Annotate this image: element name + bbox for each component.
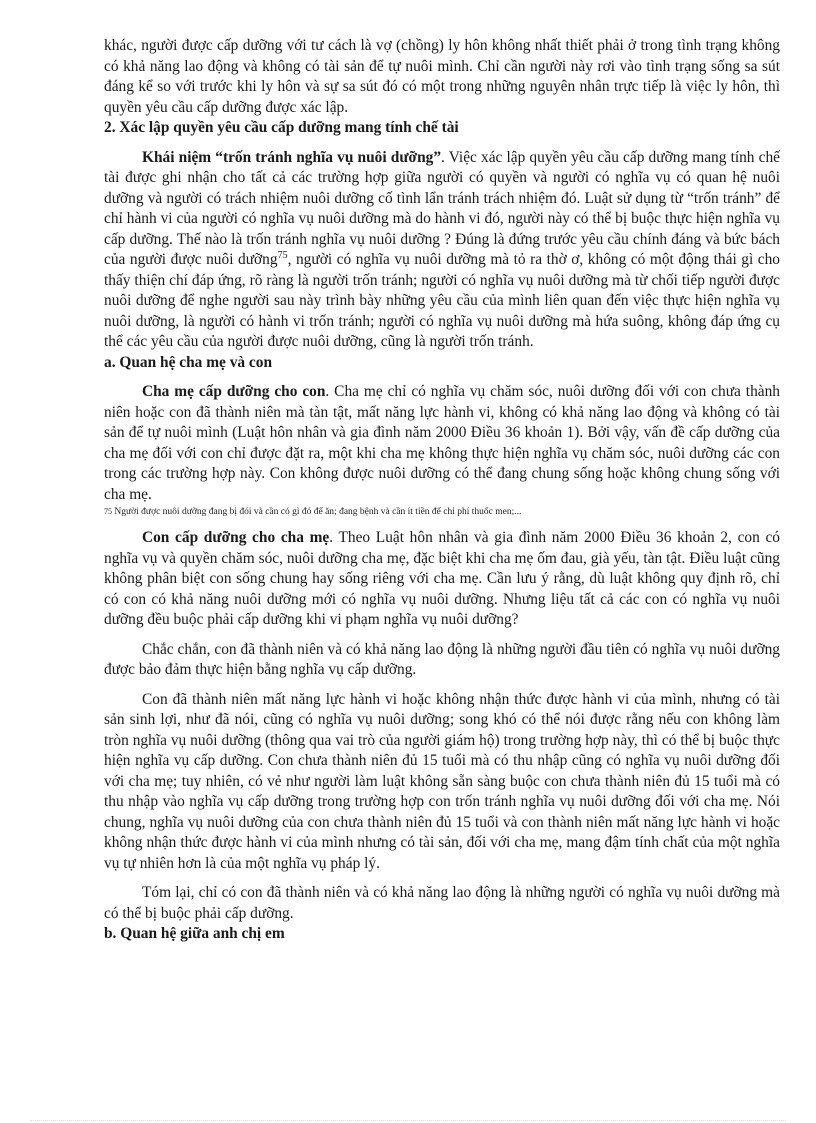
concept-lead: Khái niệm “trốn tránh nghĩa vụ nuôi dưỡng”	[142, 148, 442, 166]
children-text: . Theo Luật hôn nhân và gia đình năm 2000 Điều 36 khoản 2, con có nghĩa vụ và quyền chăm sóc, nuôi dưỡng cha mẹ, đặc biệt khi cha mẹ ốm đau, già yếu, tàn tật. Điều luật cũng không phân biệt con sống chung hay sống riêng với cha mẹ. Cần lưu ý rằng, dù luật không quy định rõ, chỉ có con có khả năng nuôi dưỡng mới có nghĩa vụ nuôi dưỡng. Nhưng liệu tất cả các con có nghĩa vụ nuôi dưỡng đều buộc phải cấp dưỡng khi vi phạm nghĩa vụ nuôi dưỡng?	[104, 529, 781, 628]
concept-text-after: , người có nghĩa vụ nuôi dưỡng mà tỏ ra thờ ơ, không có một động thái gì cho thấy thiện chí đáp ứng, rõ ràng là người trốn tránh; người có nghĩa vụ nuôi dưỡng mà từ chối tiếp người được nuôi dưỡng để nghe người sau này trình bày những yêu cầu của mình liên quan đến việc thực hiện nghĩa vụ nuôi dưỡng, là người có hành vi trốn tránh; người có nghĩa vụ nuôi dưỡng mà hứa suông, không đáp ứng cụ thể các yêu cầu của người được nuôi dưỡng, cũng là người trốn tránh.	[104, 251, 780, 350]
children-lead: Con cấp dưỡng cho cha mẹ	[142, 529, 330, 546]
paragraph-summary: Tóm lại, chỉ có con đã thành niên và có khả năng lao động là những người có nghĩa vụ nuôi dưỡng mà có thể bị buộc phải cấp dưỡng.	[104, 884, 780, 922]
page-bottom-divider	[30, 1120, 786, 1121]
document-page	[104, 36, 780, 945]
parents-lead: Cha mẹ cấp dưỡng cho con	[142, 383, 326, 400]
footnote	[104, 505, 780, 519]
subsection-heading-b: b. Quan hệ giữa anh chị em	[104, 925, 285, 942]
subsection-heading-a: a. Quan hệ cha mẹ và con	[104, 353, 273, 371]
paragraph-parents	[104, 382, 780, 505]
footnote-text: Người được nuôi dưỡng đang bị đói và cần có gì đó để ăn; đang bệnh và cần ít tiền để chi phí thuốc men;...	[114, 507, 522, 517]
section-heading-2: 2. Xác lập quyền yêu cầu cấp dưỡng mang tính chế tài	[104, 119, 459, 136]
paragraph-concept	[104, 148, 780, 353]
concept-text-before: . Việc xác lập quyền yêu cầu cấp dưỡng mang tính chế tài được ghi nhận cho tất cả các trường hợp giữa người có quyền và người có nghĩa vụ có quan hệ nuôi dưỡng và người có trách nhiệm nuôi dưỡng cố tình lẩn tránh trách nhiệm đó. Luật sử dụng từ “trốn tránh” để chỉ hành vi của người có nghĩa vụ nuôi dưỡng mà do hành vi đó, người này có thể bị buộc thực hiện nghĩa vụ cấp dưỡng. Thế nào là trốn tránh nghĩa vụ nuôi dưỡng ? Đúng là đứng trước yêu cầu chính đáng và bức bách của người được nuôi dưỡng	[104, 148, 781, 268]
paragraph-certain: Chắc chắn, con đã thành niên và có khả năng lao động là những người đầu tiên có nghĩa vụ nuôi dưỡng được bảo đảm thực hiện bằng nghĩa vụ cấp dưỡng.	[104, 640, 780, 678]
footnote-reference: 75	[277, 249, 288, 261]
paragraph-adult: Con đã thành niên mất năng lực hành vi hoặc không nhận thức được hành vi của mình, nhưng có tài sản sinh lợi, như đã nói, cũng có nghĩa vụ nuôi dưỡng; song khó có thể nói được rằng nếu con không làm tròn nghĩa vụ nuôi dưỡng (thông qua vai trò của người giám hộ) trong trường hợp này, thì có thể bị buộc thực hiện nghĩa vụ cấp dưỡng. Con chưa thành niên đủ 15 tuổi mà có thu nhập cũng có nghĩa vụ nuôi dưỡng đối với cha mẹ; tuy nhiên, có vẻ như người làm luật không sẵn sàng buộc con chưa thành niên đủ 15 tuổi mà có thu nhập vào nghĩa vụ cấp dưỡng trong trường hợp con trốn tránh nghĩa vụ nuôi dưỡng đối với cha mẹ. Nói chung, nghĩa vụ nuôi dưỡng của con chưa thành niên đủ 15 tuổi và con thành niên mất năng lực hành vi hoặc không nhận thức được hành vi của mình nhưng có tài sản, đối với cha mẹ, mang đậm tính chất của một nghĩa vụ tự nhiên hơn là của một nghĩa vụ pháp lý.	[104, 690, 780, 872]
paragraph-children	[104, 528, 780, 631]
footnote-number: 75	[104, 507, 112, 516]
paragraph-intro: khác, người được cấp dưỡng với tư cách là vợ (chồng) ly hôn không nhất thiết phải ở trong tình trạng không có khả năng lao động và không có tài sản để tự nuôi mình. Chỉ cần người này rơi vào tình trạng sống sa sút đáng kể so với trước khi ly hôn và sự sa sút đó có một trong những nguyên nhân trực tiếp là việc ly hôn, thì quyền yêu cầu cấp dưỡng được xác lập.	[104, 37, 780, 116]
parents-text: . Cha mẹ chỉ có nghĩa vụ chăm sóc, nuôi dưỡng đối với con chưa thành niên hoặc con đã thành niên mà tàn tật, mất năng lực hành vi, không có khả năng lao động và không có tài sản để tự nuôi mình (Luật hôn nhân và gia đình năm 2000 Điều 36 khoản 1). Bởi vậy, vấn đề cấp dưỡng của cha mẹ đối với con chỉ được đặt ra, một khi cha mẹ không thực hiện nghĩa vụ chăm sóc, nuôi dưỡng các con trong các trường hợp này. Con không được nuôi dưỡng có thể đang chung sống hoặc không chung sống với cha mẹ.	[104, 383, 780, 503]
